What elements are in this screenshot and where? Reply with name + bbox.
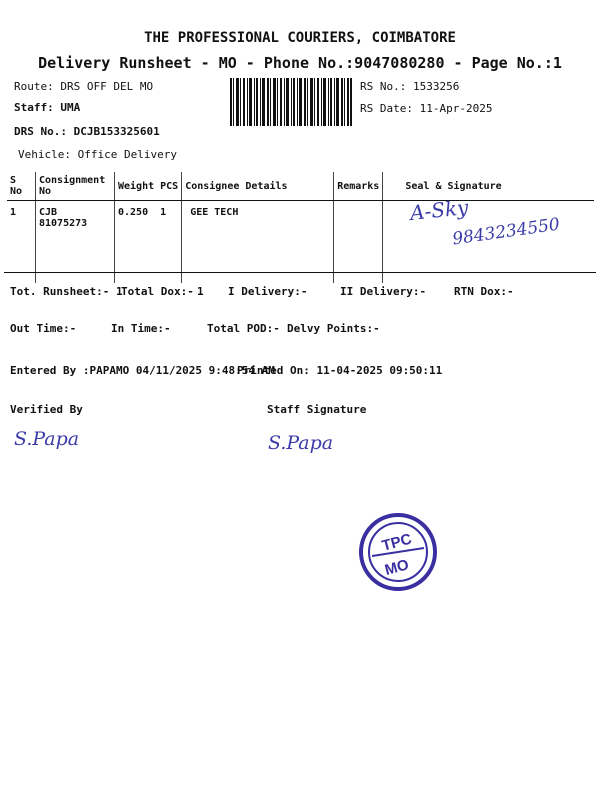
staff-label: Staff: UMA <box>14 101 81 114</box>
cell-consignee: GEE TECH <box>182 201 334 284</box>
col-header-remarks: Remarks <box>334 172 383 201</box>
handwritten-phone: 9843234550 <box>451 214 562 250</box>
col-header-seal-signature: Seal & Signature <box>383 172 594 201</box>
entered-by: Entered By :PAPAMO 04/11/2025 9:48:54 AM <box>10 364 275 377</box>
col-header-consignee: Consignee Details <box>182 172 334 201</box>
i-delivery-label: I Delivery:- <box>228 285 308 298</box>
col-header-sno: S No <box>7 172 36 201</box>
verified-by-signature: S.Papa <box>14 428 80 450</box>
col-header-consignment: Consignment No <box>36 172 115 201</box>
total-dox-value: 1 <box>197 285 204 298</box>
cell-pcs: 1 <box>157 201 182 284</box>
verified-by-label: Verified By <box>10 403 83 416</box>
rtn-dox-label: RTN Dox:- <box>454 285 514 298</box>
vehicle-label: Vehicle: Office Delivery <box>18 148 177 161</box>
cell-weight: 0.250 <box>118 207 149 218</box>
col-header-weight: Weight <box>115 172 158 201</box>
total-pod-label: Total POD:- <box>207 322 280 335</box>
staff-signature-handwritten: S.Papa <box>268 432 334 454</box>
printed-on: Printed On: 11-04-2025 09:50:11 <box>237 364 443 377</box>
rs-number: RS No.: 1533256 <box>360 80 460 93</box>
svg-text:TPC: TPC <box>380 530 414 555</box>
total-dox-label: Total Dox:- <box>121 285 194 298</box>
handwritten-signature: A-Sky <box>408 195 470 225</box>
runsheet-subtitle: Delivery Runsheet - MO - Phone No.:9047080280 - Page No.:1 <box>38 54 562 72</box>
out-time-label: Out Time:- <box>10 322 77 335</box>
svg-text:MO: MO <box>382 556 411 579</box>
company-title: THE PROFESSIONAL COURIERS, COIMBATORE <box>144 30 456 46</box>
in-time-label: In Time:- <box>111 322 171 335</box>
col-header-pcs: PCS <box>157 172 182 201</box>
staff-signature-label: Staff Signature <box>267 403 367 416</box>
tpc-mo-stamp <box>358 512 438 592</box>
table-bottom-divider <box>4 272 596 273</box>
drs-number: DRS No.: DCJB153325601 <box>14 125 160 138</box>
cell-consignment: CJB 81075273 <box>36 201 115 284</box>
ii-delivery-label: II Delivery:- <box>340 285 427 298</box>
total-runsheet: Tot. Runsheet:- 1 <box>10 285 123 298</box>
cell-remarks <box>334 201 383 284</box>
route-label: Route: DRS OFF DEL MO <box>14 80 154 93</box>
barcode-image <box>230 78 352 126</box>
rs-date: RS Date: 11-Apr-2025 <box>360 102 493 115</box>
cell-sno: 1 <box>7 201 36 284</box>
delvy-points-label: Delvy Points:- <box>287 322 380 335</box>
